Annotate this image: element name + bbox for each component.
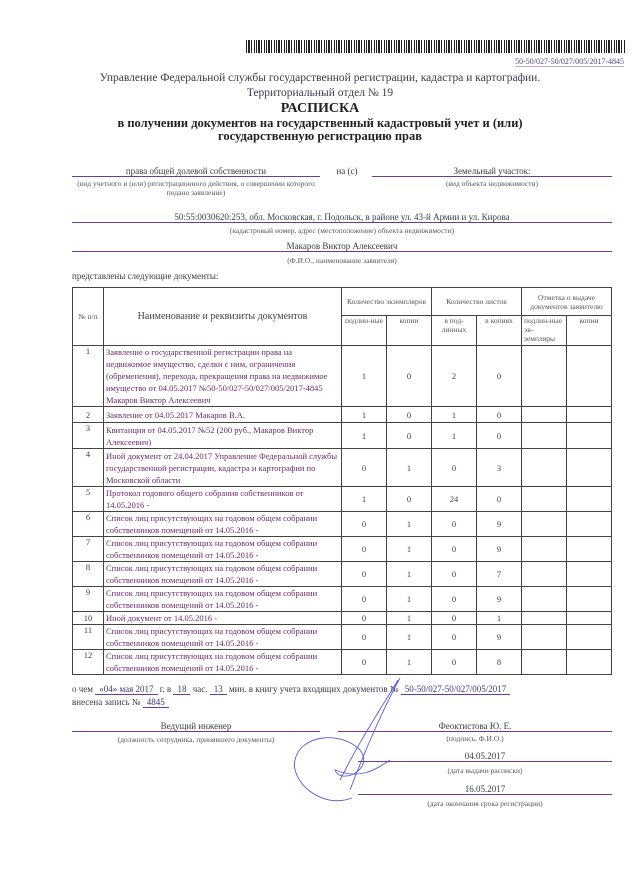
header-issue-orig: подлин-ные эк-земпляры bbox=[522, 316, 567, 346]
department-name: Территориальный отдел № 19 bbox=[246, 87, 394, 99]
applicant-caption: (Ф.И.О., наименование заявителя) bbox=[287, 256, 397, 265]
table-row: 3 Квитанция от 04.05.2017 №52 (200 руб., Макаров Виктор Алексеевич) 1 0 1 0 bbox=[73, 423, 612, 449]
book-number: 50-50/027-50/027/005/2017 bbox=[401, 684, 511, 695]
header-name: Наименование и реквизиты документов bbox=[104, 288, 342, 346]
position-field: Ведущий инженер bbox=[72, 721, 320, 732]
header-num: № п/п bbox=[73, 288, 104, 346]
header-issue-group: Отметка о выдаче документов заявителю bbox=[522, 288, 612, 316]
subtitle-line-1: в получении документов на государственный кадастровый учет и (или) bbox=[117, 116, 523, 130]
header-issue-copy: копии bbox=[567, 316, 612, 346]
object-type-caption: (вид объекта недвижимости) bbox=[445, 179, 539, 188]
organization-name: Управление Федеральной службы государственной регистрации, кадастра и картографии. bbox=[99, 72, 541, 84]
document-subtitle bbox=[30, 117, 610, 143]
end-date-field: 16.05.2017 bbox=[358, 784, 612, 795]
table-row: 7 Список лиц присутствующих на годовом общем собрании собственников помещений от 14.05.2016 - 0 1 0 9 bbox=[73, 537, 612, 562]
address-field: 50:55:0030620:253, обл. Московская, г. Подольск, в районе ул. 43-й Армии и ул. Кирова bbox=[72, 212, 612, 223]
documents-table bbox=[72, 287, 612, 675]
table-row: 6 Список лиц присутствующих на годовом общем собрании собственников помещений от 14.05.2016 - 0 1 0 9 bbox=[73, 512, 612, 537]
position-caption: (должность сотрудника, принявшего документы) bbox=[117, 735, 275, 744]
registration-line: о чем «04» мая 2017 г. в 18 час. 13 мин. в книгу учета входящих документов № 50-50/027-50/027/005/2017 bbox=[72, 684, 632, 694]
table-row: 5 Протокол годового общего собрания собственников от 14.05.2016 - 1 0 24 0 bbox=[73, 487, 612, 512]
registration-hour: 18 bbox=[173, 684, 190, 695]
address-caption: (кадастровый номер, адрес (местоположение) объекта недвижимости) bbox=[229, 226, 455, 235]
registration-number: 50-50/027-50/027/005/2017-4845 bbox=[515, 57, 624, 66]
issue-date-field: 04.05.2017 bbox=[358, 751, 612, 762]
entry-line: внесена запись № 4845 bbox=[72, 697, 169, 707]
end-date-caption: (дата окончания срока регистрации) bbox=[427, 799, 543, 808]
table-row: 9 Список лиц присутствующих на годовом общем собрании собственников помещений от 14.05.2016 - 0 1 0 9 bbox=[73, 587, 612, 612]
on-label: на (с) bbox=[336, 166, 358, 176]
issue-date-caption: (дата выдачи расписки) bbox=[447, 766, 523, 775]
header-sheets-copy: в копиях bbox=[477, 316, 522, 346]
header-copies-group: Количество экземпляров bbox=[342, 288, 432, 316]
signer-caption: (подпись, Ф.И.О.) bbox=[446, 734, 504, 743]
signer-field: Феоктистова Ю. Е. bbox=[338, 721, 612, 732]
object-type-field: Земельный участок: bbox=[372, 166, 612, 177]
header-sheets-group: Количество листов bbox=[432, 288, 522, 316]
action-field: права общей долевой собственности bbox=[72, 166, 320, 177]
header-copies-copy: копии bbox=[387, 316, 432, 346]
documents-intro: представлены следующие документы: bbox=[72, 271, 219, 281]
registration-minute: 13 bbox=[210, 684, 227, 695]
action-caption: (вид учетного и (или) регистрационного действия, о совершении которого подано заявление) bbox=[77, 179, 315, 197]
subtitle-line-2: государственную регистрацию прав bbox=[218, 129, 422, 143]
barcode bbox=[246, 40, 626, 53]
table-row: 12 Список лиц присутствующих на годовом общем собрании собственников помещений от 14.05.2016 - 0 1 0 8 bbox=[73, 650, 612, 675]
table-row: 10 Иной документ от 14.05.2016 - 0 1 0 1 bbox=[73, 612, 612, 625]
header-sheets-orig: в под-линных bbox=[432, 316, 477, 346]
table-row: 11 Список лиц присутствующих на годовом общем собрании собственников помещений от 14.05.2016 - 0 1 0 9 bbox=[73, 625, 612, 650]
entry-number: 4845 bbox=[143, 697, 169, 708]
document-title: РАСПИСКА bbox=[280, 101, 360, 116]
table-row: 4 Иной документ от 24.04.2017 Управление Федеральной службы государственной регистрации, кадастра и картографии по Московской области 0 1 0 3 bbox=[73, 449, 612, 487]
header-copies-orig: подлин-ные bbox=[342, 316, 387, 346]
table-row: 1 Заявление о государственной регистрации права на недвижимое имущество, сделки с ним, ограничения (обременения), перехода, прекращения права на недвижимое имущество от 04.05.2017 №50-50/027-50/027/005/2017-4845 Макаров Виктор Алексеевич 1 0 2 0 bbox=[73, 346, 612, 407]
registration-date: «04» мая 2017 bbox=[95, 684, 157, 695]
applicant-field: Макаров Виктор Алексеевич bbox=[72, 241, 612, 252]
table-row: 8 Список лиц присутствующих на годовом общем собрании собственников помещений от 14.05.2016 - 0 1 0 7 bbox=[73, 562, 612, 587]
table-row: 2 Заявление от 04.05.2017 Макаров В.А. 1 0 1 0 bbox=[73, 407, 612, 423]
signature-icon bbox=[280, 660, 410, 830]
